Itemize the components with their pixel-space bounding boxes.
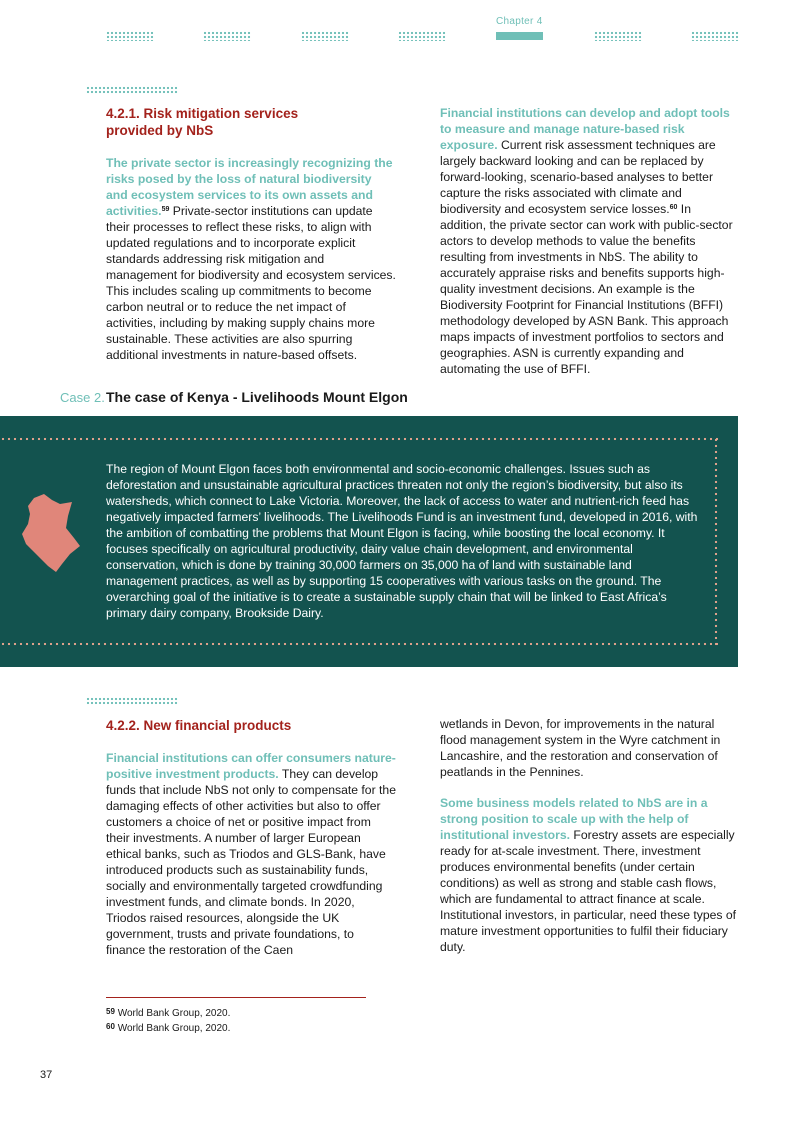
paragraph [440, 795, 738, 955]
heading-line-2: provided by NbS [106, 123, 214, 138]
case-title: The case of Kenya - Livelihoods Mount Elgon [106, 389, 408, 405]
body-text: Current risk assessment techniques are largely backward looking and can be replaced by forward-looking, scenario-based analyses to better capture the risks associated with climate and biodiversity and ecosystem service losses. [440, 138, 716, 216]
footnote-ref[interactable]: 59 [161, 206, 170, 213]
section-heading-4-2-2: 4.2.2. New financial products [106, 718, 292, 733]
nav-dots-1[interactable] [106, 31, 154, 41]
paragraph [106, 750, 396, 958]
case-label: Case 2. [60, 390, 105, 405]
section-heading-4-2-1 [106, 105, 298, 139]
footnote-number: 59 [106, 1007, 115, 1016]
heading-line-1: 4.2.1. Risk mitigation services [106, 106, 299, 121]
footnote-text: World Bank Group, 2020. [117, 1008, 231, 1019]
chapter-label: Chapter 4 [496, 16, 543, 27]
highlight-text: Financial institutions can develop and adopt tools to measure and manage nature-based risk exposure. [440, 106, 730, 152]
case-dotted-border-right [714, 437, 718, 646]
footnote [106, 1022, 230, 1034]
case-body-text: The region of Mount Elgon faces both environmental and socio-economic challenges. Issues such as deforestation and unsustainable agricultural practices threaten not only the region’s biodiversity, but also its watersheds, which connect to Lake Victoria. Moreover, the lack of access to water and nutrient-rich feed has negatively impacted farmers’ livelihoods. The Livelihoods Fund is an investment fund, developed in 2016, with the ambition of combatting the problems that Mount Elgon is facing, while boosting the local economy. It focuses specifically on agricultural productivity, dairy value chain development, and environmental conservation, which is done by training 30,000 farmers on 35,000 ha of land with sustainable land management practices, as well as by supporting 15 cooperatives with various tasks on the ground. The overarching goal of the initiative is to create a sustainable supply chain that will be linked to East Africa’s primary dairy company, Brookside Dairy. [106, 462, 698, 620]
footnote-ref[interactable]: 60 [669, 204, 678, 211]
footnote-number: 60 [106, 1022, 115, 1031]
body-text: In addition, the private sector can work with public-sector actors to develop methods to value the benefits resulting from investments in NbS. The ability to accurately appraise risks and benefits supports high-quality investment decisions. An example is the Biodiversity Footprint for Financial Institutions (BFFI) methodology developed by ASN Bank. This approach maps impacts of investment portfolios to sectors and geographies. ASN is currently expanding and automating the use of BFFI. [440, 202, 733, 376]
continued-text: wetlands in Devon, for improvements in the natural flood management system in the Wyre catchment in Lancashire, and the restoration and conservation of peatlands in the Pennines. [440, 717, 721, 779]
body-text: Forestry assets are especially ready for at-scale investment. There, investment produces environmental benefits (under certain conditions) as well as strong and stable cash flows, which are fundamental to attract finance at scale. Institutional investors, in particular, need these types of mature investment opportunities to fulfil their fiduciary duty. [440, 828, 737, 954]
section1-left-column [106, 155, 396, 378]
section-dots [86, 697, 178, 705]
case-dotted-border-bottom [0, 642, 718, 646]
footnote-text: World Bank Group, 2020. [117, 1023, 231, 1034]
nav-dots-4[interactable] [398, 31, 446, 41]
nav-dots-6[interactable] [594, 31, 642, 41]
kenya-map-icon [22, 494, 80, 572]
paragraph [106, 155, 396, 363]
highlight-text: Financial institutions can offer consumers nature-positive investment products. [106, 751, 396, 781]
nav-dots-3[interactable] [301, 31, 349, 41]
highlight-text: Some business models related to NbS are in a strong position to scale up with the help of institutional investors. [440, 796, 708, 842]
section1-right-column [440, 105, 738, 392]
nav-active-chapter[interactable] [496, 32, 543, 40]
body-text: Private-sector institutions can update their processes to reflect these risks, to align with updated regulations and to incorporate explicit standards addressing risk mitigation and management for biodiversity and ecosystem services. This includes scaling up commitments to become carbon neutral or to reduce the net impact of activities, including by making supply chains more sustainable. These activities are also spurring additional investments in nature-based offsets. [106, 204, 396, 362]
case-dotted-border-top [0, 437, 718, 441]
page-number: 37 [40, 1069, 53, 1081]
body-text: They can develop funds that include NbS not only to compensate for the damaging effects of other activities but also to offer customers a choice of net or positive impact from their investments. A number of larger European ethical banks, such as Triodos and GLS-Bank, have introduced products such as sustainability funds, socially and environmentally targeted crowdfunding investment funds, and climate bonds. In 2020, Triodos raised resources, alongside the UK government, trusts and private foundations, to finance the restoration of the Caen [106, 767, 396, 957]
section-dots [86, 86, 178, 94]
paragraph [440, 105, 738, 377]
footnote [106, 1007, 230, 1019]
highlight-text: The private sector is increasingly recognizing the risks posed by the loss of natural biodiversity and ecosystem services to its own assets and activities. [106, 156, 393, 218]
nav-dots-2[interactable] [203, 31, 251, 41]
section2-right-column [440, 716, 738, 970]
footnote-rule [106, 997, 366, 998]
nav-dots-7[interactable] [691, 31, 739, 41]
section2-left-column [106, 750, 396, 960]
